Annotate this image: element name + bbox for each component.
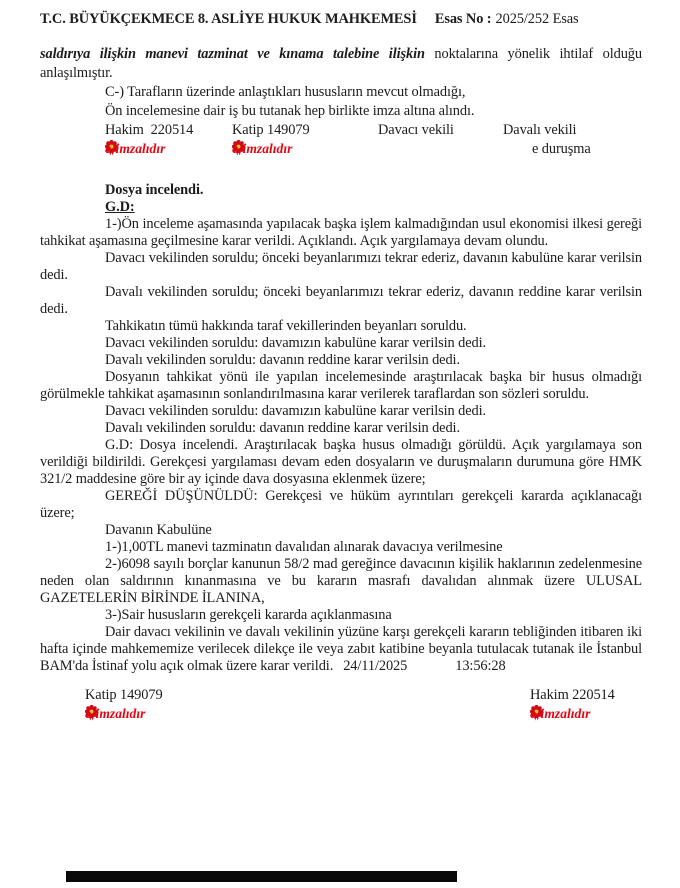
gd-heading: G.D: xyxy=(105,199,135,215)
hearing-minutes-body xyxy=(40,182,642,675)
case-number xyxy=(435,10,579,29)
ruling-kabul-line: Davanın Kabulüne xyxy=(105,522,212,538)
dosya-incelendi-heading: Dosya incelendi. xyxy=(105,182,204,198)
ruling-item-2: 2-)6098 sayılı borçlar kanunun 58/2 mad gereğince davacının kişilik haklarının zedelenmesine neden olan saldırının kınanmasına ve bu kararın masrafı davalıdan alınmak üzere ULUSAL GAZETELERİN BİRİNDE İLANINA, xyxy=(40,556,642,606)
body-paragraph: Davalı vekilinden soruldu; önceki beyanlarımızı tekrar ederiz, davanın reddine karar verilsin dedi. xyxy=(40,284,642,317)
body-paragraph: Tahkikatın tümü hakkında taraf vekillerinden beyanları soruldu. xyxy=(105,318,467,334)
body-paragraph: Dosyanın tahkikat yönü ile yapılan incelemesinde araştırılacak başka bir husus olmadığı görülmekle tahkikat aşamasının sonlandırılmasına karar verilerek taraflardan son sözleri soruldu. xyxy=(40,369,642,402)
attendance-katip: Katip 149079 xyxy=(232,122,310,138)
signature-hakim-name: Hakim 220514 xyxy=(530,687,615,703)
body-paragraph: Davacı vekilinden soruldu; önceki beyanlarımızı tekrar ederiz, davanın kabulüne karar verilsin dedi. xyxy=(40,250,642,283)
signature-katip-name: Katip 149079 xyxy=(85,687,163,703)
preliminary-line-on: Ön incelemesine dair iş bu tutanak hep birlikte imza altına alındı. xyxy=(105,103,475,119)
e-signature-label: e-imzalıdır xyxy=(85,706,146,721)
ruling-item-3: 3-)Sair hususların gerekçeli kararda açıklanmasına xyxy=(105,607,392,623)
body-paragraph: GEREĞİ DÜŞÜNÜLDÜ: Gerekçesi ve hüküm ayrıntıları gerekçeli kararda açıklanacağı üzere; xyxy=(40,488,642,521)
body-paragraph: G.D: Dosya incelendi. Araştırılacak başka husus olmadığı görüldü. Açık yargılamaya son verildiği bildirildi. Gerekçesi yargılaması devam eden dosyaların ve duruşmaların durumuna göre HMK 321/2 maddesine göre bir ay içinde dava dosyasına eklenmek üzere; xyxy=(40,437,642,487)
preliminary-line-c: C-) Tarafların üzerinde anlaştıkları hususların mevcut olmadığı, xyxy=(105,84,466,100)
final-signature-block xyxy=(40,686,642,726)
scan-artifact-bar xyxy=(66,871,457,882)
e-signature-label: e-imzalıdır xyxy=(105,141,166,156)
e-durusma-note: e duruşma xyxy=(532,141,591,157)
e-signature-label: e-imzalıdır xyxy=(232,141,293,156)
e-signature-label: e-imzalıdır xyxy=(530,706,591,721)
attendance-davaci-vekili: Davacı vekili xyxy=(378,122,454,138)
closing-paragraph: Dair davacı vekilinin ve davalı vekilinin yüzüne karşı gerekçeli kararın tebliğinden itibaren iki hafta içinde mahkememize verilecek dilekçe ile veya zabıt katibine beyanla tutulacak tutanak ile İstanbul BAM'da İstinaf yolu açık olmak üzere karar verildi. 24/11/2025 13:56:28 xyxy=(40,624,642,674)
attendance-signature-row xyxy=(40,121,642,159)
esas-no-label: Esas No : xyxy=(434,11,492,27)
e-signature-stamp xyxy=(85,705,146,722)
intro-rest: noktalarına yönelik ihtilaf olduğu anlaşılmıştır. xyxy=(40,46,642,81)
body-paragraph: 1-)Ön inceleme aşamasında yapılacak başka işlem kalmadığından usul ekonomisi ilkesi gereği tahkikat aşamasına geçilmesine karar verildi. Açıklandı. Açık yargılamaya devam olundu. xyxy=(40,216,642,249)
body-paragraph: Davacı vekilinden soruldu: davamızın kabulüne karar verilsin dedi. xyxy=(105,335,487,351)
body-paragraph: Davalı vekilinden soruldu: davanın reddine karar verilsin dedi. xyxy=(105,420,460,436)
body-paragraph: Davalı vekilinden soruldu: davanın reddine karar verilsin dedi. xyxy=(105,352,460,368)
intro-emphasis: saldırıya ilişkin manevi tazminat ve kınama talebine ilişkin xyxy=(40,46,425,62)
decision-date: 24/11/2025 xyxy=(343,658,408,674)
document-header xyxy=(40,10,642,29)
decision-time: 13:56:28 xyxy=(455,658,506,674)
e-signature-stamp xyxy=(232,140,293,157)
page-title: T.C. BÜYÜKÇEKMECE 8. ASLİYE HUKUK MAHKEMESİ xyxy=(40,11,417,27)
intro-paragraph xyxy=(40,45,642,83)
ruling-item-1: 1-)1,00TL manevi tazminatın davalıdan alınarak davacıya verilmesine xyxy=(105,539,503,555)
e-signature-stamp xyxy=(105,140,166,157)
body-paragraph: Davacı vekilinden soruldu: davamızın kabulüne karar verilsin dedi. xyxy=(105,403,487,419)
e-signature-stamp xyxy=(530,705,591,722)
esas-no-value: 2025/252 Esas xyxy=(495,11,579,27)
attendance-davali-vekili: Davalı vekili xyxy=(503,122,577,138)
attendance-hakim: Hakim 220514 xyxy=(105,122,194,138)
